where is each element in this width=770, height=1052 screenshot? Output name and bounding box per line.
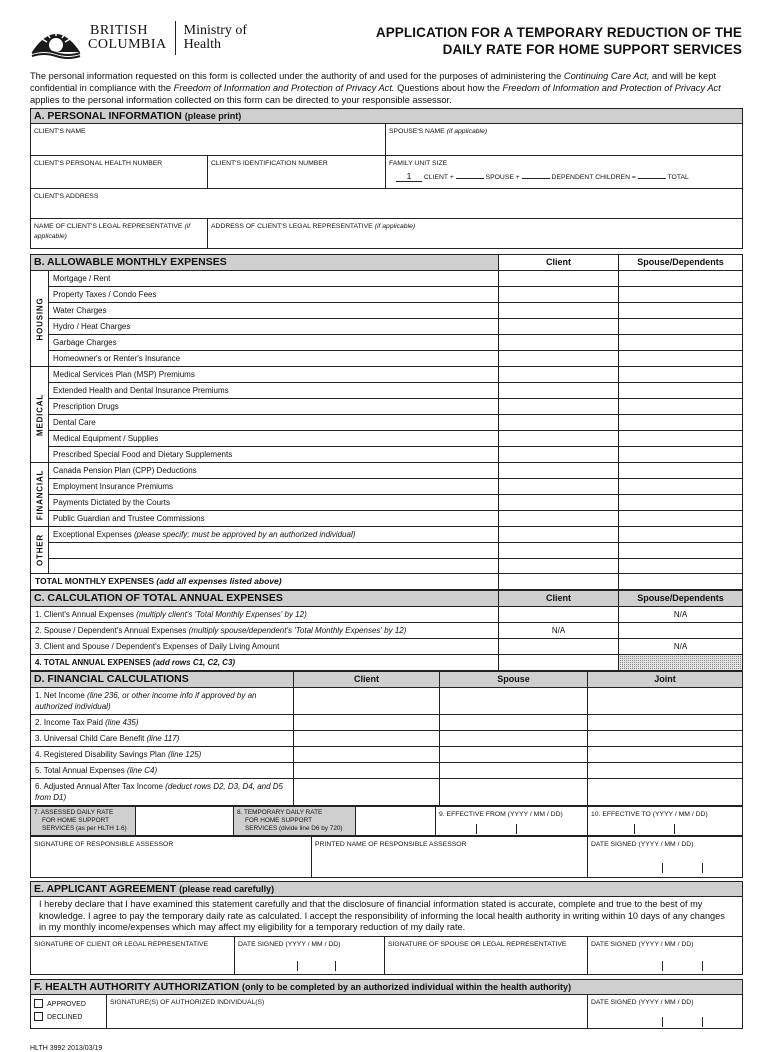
spouse-date-field[interactable] bbox=[588, 936, 743, 974]
section-f-title: F. HEALTH AUTHORITY AUTHORIZATION bbox=[34, 980, 240, 993]
temporary-rate-line2: FOR HOME SUPPORT bbox=[245, 817, 312, 824]
legal-rep-address-label: ADDRESS OF CLIENT'S LEGAL REPRESENTATIVE bbox=[211, 223, 373, 230]
expense-row: Dental Care bbox=[49, 415, 499, 431]
assessed-rate-field[interactable] bbox=[31, 807, 234, 836]
group-medical bbox=[31, 367, 49, 463]
spouse-amount-cell[interactable] bbox=[619, 431, 743, 447]
section-c-spouse-header: Spouse/Dependents bbox=[619, 591, 743, 607]
date-divider bbox=[516, 824, 517, 834]
spouse-amount-cell[interactable] bbox=[440, 747, 588, 763]
family-dependents-label: DEPENDENT CHILDREN = bbox=[551, 174, 636, 181]
family-client-count[interactable]: 1 bbox=[396, 172, 422, 182]
joint-amount-cell[interactable] bbox=[588, 747, 743, 763]
group-medical-label: MEDICAL bbox=[35, 393, 44, 436]
title-line1: APPLICATION FOR A TEMPORARY REDUCTION OF THE bbox=[375, 25, 742, 40]
section-b-table bbox=[30, 254, 743, 590]
section-d-rates-table bbox=[30, 806, 743, 836]
spouse-amount-cell[interactable] bbox=[619, 479, 743, 495]
ministry-text bbox=[184, 24, 247, 52]
annual-row-2-label: 2. Spouse / Dependent's Annual Expenses bbox=[35, 626, 189, 635]
group-financial bbox=[31, 463, 49, 527]
section-b-spouse-header: Spouse/Dependents bbox=[619, 255, 743, 271]
date-divider bbox=[662, 1017, 663, 1027]
expense-row: Mortgage / Rent bbox=[49, 271, 499, 287]
assessed-rate-line1: 7. ASSESSED DAILY RATE bbox=[34, 809, 114, 816]
calc-row-4 bbox=[31, 747, 294, 763]
annual-row-1 bbox=[31, 607, 499, 623]
form-title bbox=[376, 24, 742, 58]
spouse-signature-field[interactable] bbox=[385, 936, 588, 974]
calc-row-2 bbox=[31, 715, 294, 731]
exceptional-expenses-row[interactable] bbox=[49, 527, 499, 543]
decision-field bbox=[31, 994, 107, 1028]
client-amount-cell[interactable] bbox=[499, 463, 619, 479]
spouse-amount-cell[interactable] bbox=[440, 763, 588, 779]
assessor-signature-label: SIGNATURE OF RESPONSIBLE ASSESSOR bbox=[34, 841, 174, 848]
calc-row-6 bbox=[31, 779, 294, 806]
annual-row-4 bbox=[31, 655, 499, 671]
spouse-name-label: SPOUSE'S NAME bbox=[389, 128, 445, 135]
calc-row-1 bbox=[31, 688, 294, 715]
client-amount-cell[interactable] bbox=[499, 399, 619, 415]
client-date-field[interactable] bbox=[235, 936, 385, 974]
client-amount-cell[interactable] bbox=[499, 479, 619, 495]
spouse-signature-label: SIGNATURE OF SPOUSE OR LEGAL REPRESENTATIVE bbox=[388, 940, 567, 948]
approved-option[interactable] bbox=[34, 998, 103, 1011]
calc-row-3-label: 3. Universal Child Care Benefit bbox=[35, 734, 147, 743]
client-amount-cell[interactable] bbox=[294, 731, 440, 747]
spouse-amount-cell[interactable] bbox=[440, 731, 588, 747]
annual-row-1-label: 1. Client's Annual Expenses bbox=[35, 610, 137, 619]
calc-row-5 bbox=[31, 763, 294, 779]
client-amount-cell[interactable] bbox=[499, 447, 619, 463]
client-amount-cell[interactable] bbox=[499, 639, 619, 655]
spouse-amount-cell[interactable] bbox=[619, 511, 743, 527]
section-d-heading: D. FINANCIAL CALCULATIONS bbox=[31, 672, 294, 688]
client-amount-cell[interactable] bbox=[499, 335, 619, 351]
temporary-rate-line1: 8. TEMPORARY DAILY RATE bbox=[237, 809, 323, 816]
group-financial-label: FINANCIAL bbox=[35, 469, 44, 520]
annual-row-4-note: (add rows C1, C2, C3) bbox=[152, 658, 236, 667]
form-page bbox=[30, 18, 742, 1052]
ministry-line2: Health bbox=[183, 37, 221, 52]
spouse-amount-cell[interactable] bbox=[619, 351, 743, 367]
assessed-rate-line2: FOR HOME SUPPORT bbox=[42, 817, 109, 824]
spouse-amount-cell[interactable] bbox=[619, 287, 743, 303]
expense-row: Medical Equipment / Supplies bbox=[49, 431, 499, 447]
family-client-label: CLIENT + bbox=[423, 174, 454, 181]
calc-row-4-note: (line 125) bbox=[167, 750, 202, 759]
notice-text-2: and will be kept confidential in compliance with the bbox=[30, 71, 716, 93]
legal-rep-name-field[interactable] bbox=[31, 219, 208, 249]
logo-line2: COLUMBIA bbox=[88, 37, 167, 52]
spouse-amount-cell[interactable] bbox=[619, 383, 743, 399]
joint-amount-cell[interactable] bbox=[588, 731, 743, 747]
family-size-field[interactable] bbox=[386, 156, 743, 189]
client-amount-cell[interactable] bbox=[499, 383, 619, 399]
na-cell: N/A bbox=[499, 623, 619, 639]
legal-rep-label: NAME OF CLIENT'S LEGAL REPRESENTATIVE bbox=[34, 223, 183, 230]
notice-act-2: Freedom of Information and Protection of Privacy Act. bbox=[173, 83, 395, 93]
effective-from-label: 9. EFFECTIVE FROM (YYYY / MM / DD) bbox=[439, 811, 563, 818]
expense-row: Employment Insurance Premiums bbox=[49, 479, 499, 495]
agreement-text: I hereby declare that I have examined this statement carefully and that the disclosure of financial information stated is accurate, complete and true to the best of my knowledge. I agree to pay the temporary daily rate as calculated. I accept the responsibility of informing the local health authority in writing within 10 days of any changes in my monthly income/expenses which may affect my eligibility for a temporary reduction of my daily rate. bbox=[31, 897, 743, 937]
calc-row-6-label: 6. Adjusted Annual After Tax Income bbox=[35, 782, 166, 791]
assessed-rate-label bbox=[31, 807, 136, 835]
client-name-label: CLIENT'S NAME bbox=[34, 128, 86, 135]
bc-logo bbox=[30, 18, 247, 58]
phn-label: CLIENT'S PERSONAL HEALTH NUMBER bbox=[34, 160, 163, 167]
assessor-signature-field[interactable] bbox=[31, 837, 312, 878]
spouse-amount-cell[interactable] bbox=[619, 319, 743, 335]
expense-row: Property Taxes / Condo Fees bbox=[49, 287, 499, 303]
client-amount-cell[interactable] bbox=[499, 271, 619, 287]
date-divider bbox=[702, 1017, 703, 1027]
authorized-signature-label: SIGNATURE(S) OF AUTHORIZED INDIVIDUAL(S) bbox=[110, 998, 265, 1006]
form-code: HLTH 3992 2013/03/19 bbox=[30, 1044, 103, 1052]
section-a-table bbox=[30, 108, 743, 249]
section-d-table bbox=[30, 671, 743, 806]
date-divider bbox=[662, 961, 663, 971]
logo-text bbox=[88, 24, 167, 52]
client-amount-cell[interactable] bbox=[499, 319, 619, 335]
na-cell: N/A bbox=[619, 607, 743, 623]
spouse-amount-cell[interactable] bbox=[619, 558, 743, 574]
logo-line1: BRITISH bbox=[90, 23, 148, 38]
expense-row: Extended Health and Dental Insurance Premiums bbox=[49, 383, 499, 399]
client-total-cell[interactable] bbox=[499, 574, 619, 590]
assessor-printed-name-field[interactable] bbox=[312, 837, 588, 878]
date-divider bbox=[476, 824, 477, 834]
expense-row: Medical Services Plan (MSP) Premiums bbox=[49, 367, 499, 383]
spouse-amount-cell[interactable] bbox=[619, 303, 743, 319]
calc-row-1-note: (line 236, or other income info if approved by an authorized individual) bbox=[35, 691, 257, 711]
client-amount-cell[interactable] bbox=[499, 367, 619, 383]
family-size-line bbox=[396, 172, 689, 182]
authorized-date-field[interactable] bbox=[588, 994, 743, 1028]
na-cell: N/A bbox=[619, 639, 743, 655]
spouse-name-field[interactable] bbox=[386, 124, 743, 156]
annual-row-4-label: 4. TOTAL ANNUAL EXPENSES bbox=[35, 658, 153, 667]
expense-row: Water Charges bbox=[49, 303, 499, 319]
spouse-date-label: DATE SIGNED (YYYY / MM / DD) bbox=[591, 940, 694, 948]
group-other bbox=[31, 527, 49, 574]
calc-row-6-note: (deduct rows D2, D3, D4, and D5 from D1) bbox=[35, 782, 284, 802]
client-amount-cell[interactable] bbox=[294, 763, 440, 779]
total-monthly-row bbox=[31, 574, 499, 590]
spouse-amount-cell[interactable] bbox=[619, 447, 743, 463]
date-divider bbox=[297, 961, 298, 971]
declined-label: DECLINED bbox=[47, 1013, 83, 1021]
section-d-joint-header: Joint bbox=[588, 672, 743, 688]
client-amount-cell[interactable] bbox=[499, 655, 619, 671]
temporary-rate-label bbox=[234, 807, 356, 835]
joint-amount-cell[interactable] bbox=[588, 779, 743, 806]
spouse-amount-cell[interactable] bbox=[619, 367, 743, 383]
bc-sun-crest-icon bbox=[30, 18, 82, 58]
effective-to-field[interactable] bbox=[588, 807, 743, 836]
expense-row: Prescription Drugs bbox=[49, 399, 499, 415]
calc-row-3-note: (line 117) bbox=[146, 734, 180, 743]
approved-checkbox[interactable] bbox=[34, 999, 43, 1008]
section-e-table bbox=[30, 881, 743, 975]
section-a-title: A. PERSONAL INFORMATION bbox=[34, 110, 182, 122]
effective-to-label: 10. EFFECTIVE TO (YYYY / MM / DD) bbox=[591, 811, 708, 818]
title-line2: DAILY RATE FOR HOME SUPPORT SERVICES bbox=[442, 42, 742, 57]
legal-rep-note: (if applicable) bbox=[34, 223, 191, 240]
client-amount-cell[interactable] bbox=[499, 287, 619, 303]
spouse-amount-cell[interactable] bbox=[619, 463, 743, 479]
exceptional-blank-row[interactable] bbox=[49, 558, 499, 574]
client-id-label: CLIENT'S IDENTIFICATION NUMBER bbox=[211, 160, 328, 167]
spouse-name-note: (if applicable) bbox=[446, 128, 488, 135]
section-a-heading bbox=[31, 109, 743, 124]
client-address-field[interactable] bbox=[31, 189, 743, 219]
legal-rep-address-note: (if applicable) bbox=[374, 223, 416, 230]
client-date-label: DATE SIGNED (YYYY / MM / DD) bbox=[238, 940, 341, 948]
section-c-heading: C. CALCULATION OF TOTAL ANNUAL EXPENSES bbox=[31, 591, 499, 607]
section-d-spouse-header: Spouse bbox=[440, 672, 588, 688]
date-divider bbox=[702, 863, 703, 873]
spouse-amount-cell[interactable] bbox=[619, 543, 743, 559]
client-amount-cell[interactable] bbox=[499, 543, 619, 559]
section-f-heading bbox=[31, 979, 743, 994]
privacy-notice bbox=[30, 70, 742, 106]
annual-row-2 bbox=[31, 623, 499, 639]
joint-amount-cell[interactable] bbox=[588, 763, 743, 779]
section-f-table bbox=[30, 979, 743, 1029]
joint-amount-cell[interactable] bbox=[588, 715, 743, 731]
family-size-label: FAMILY UNIT SIZE bbox=[389, 160, 448, 167]
date-divider bbox=[335, 961, 336, 971]
expense-row: Payments Dictated by the Courts bbox=[49, 495, 499, 511]
group-housing bbox=[31, 271, 49, 367]
assessor-date-field[interactable] bbox=[588, 837, 743, 878]
section-d-signature-table bbox=[30, 836, 743, 878]
spouse-amount-cell[interactable] bbox=[619, 271, 743, 287]
form-header bbox=[30, 18, 742, 70]
calc-row-4-label: 4. Registered Disability Savings Plan bbox=[35, 750, 168, 759]
spouse-amount-cell[interactable] bbox=[619, 527, 743, 543]
authorized-signature-field[interactable] bbox=[107, 994, 588, 1028]
client-amount-cell[interactable] bbox=[499, 431, 619, 447]
client-signature-label: SIGNATURE OF CLIENT OR LEGAL REPRESENTATIVE bbox=[34, 940, 209, 948]
notice-text-3: Questions about how the bbox=[394, 83, 503, 93]
notice-text-4: applies to the personal information collected on this form can be directed to your responsible assessor. bbox=[30, 95, 452, 105]
client-id-field[interactable] bbox=[208, 156, 386, 189]
client-amount-cell[interactable] bbox=[294, 779, 440, 806]
calc-row-2-label: 2. Income Tax Paid bbox=[35, 718, 106, 727]
family-spouse-label: SPOUSE + bbox=[485, 174, 520, 181]
client-amount-cell[interactable] bbox=[499, 415, 619, 431]
assessor-date-label: DATE SIGNED (YYYY / MM / DD) bbox=[591, 841, 694, 848]
exceptional-note: (please specify; must be approved by an authorized individual) bbox=[133, 530, 356, 539]
declined-checkbox[interactable] bbox=[34, 1012, 43, 1021]
spouse-amount-cell[interactable] bbox=[440, 779, 588, 806]
exceptional-label: Exceptional Expenses bbox=[53, 530, 134, 539]
total-monthly-note: (add all expenses listed above) bbox=[156, 576, 282, 586]
total-monthly-label: TOTAL MONTHLY EXPENSES bbox=[35, 576, 157, 586]
expense-row: Homeowner's or Renter's Insurance bbox=[49, 351, 499, 367]
phn-field[interactable] bbox=[31, 156, 208, 189]
date-divider bbox=[702, 961, 703, 971]
annual-row-2-note: (multiply spouse/dependent's 'Total Monthly Expenses' by 12) bbox=[188, 626, 407, 635]
spouse-amount-cell[interactable] bbox=[440, 715, 588, 731]
expense-row: Hydro / Heat Charges bbox=[49, 319, 499, 335]
notice-text-1: The personal information requested on this form is collected under the authority of and used for the purposes of administering the bbox=[30, 71, 564, 81]
section-c-client-header: Client bbox=[499, 591, 619, 607]
logo-separator bbox=[175, 21, 176, 55]
section-f-sub: (only to be completed by an authorized individual within the health authority) bbox=[242, 981, 572, 992]
client-amount-cell[interactable] bbox=[499, 495, 619, 511]
calc-row-5-label: 5. Total Annual Expenses bbox=[35, 766, 127, 775]
annual-row-1-note: (multiply client's 'Total Monthly Expenses' by 12) bbox=[136, 610, 307, 619]
declined-option[interactable] bbox=[34, 1011, 103, 1024]
expense-row: Public Guardian and Trustee Commissions bbox=[49, 511, 499, 527]
joint-amount-cell[interactable] bbox=[588, 688, 743, 715]
section-d-client-header: Client bbox=[294, 672, 440, 688]
family-dependents-count[interactable] bbox=[522, 178, 550, 179]
notice-act-1: Continuing Care Act, bbox=[563, 71, 650, 81]
client-signature-field[interactable] bbox=[31, 936, 235, 974]
legal-rep-address-field[interactable] bbox=[208, 219, 743, 249]
calc-row-2-note: (line 435) bbox=[105, 718, 139, 727]
spouse-amount-cell[interactable] bbox=[619, 399, 743, 415]
spouse-amount-cell[interactable] bbox=[619, 335, 743, 351]
temporary-rate-field[interactable] bbox=[234, 807, 436, 836]
family-total-count[interactable] bbox=[638, 178, 666, 179]
spouse-amount-cell[interactable] bbox=[619, 415, 743, 431]
shaded-cell bbox=[619, 655, 743, 671]
expense-row: Canada Pension Plan (CPP) Deductions bbox=[49, 463, 499, 479]
client-amount-cell[interactable] bbox=[499, 607, 619, 623]
client-amount-cell[interactable] bbox=[499, 351, 619, 367]
section-b-heading: B. ALLOWABLE MONTHLY EXPENSES bbox=[31, 255, 499, 271]
spouse-amount-cell[interactable] bbox=[619, 623, 743, 639]
section-c-table bbox=[30, 590, 743, 671]
authorized-date-label: DATE SIGNED (YYYY / MM / DD) bbox=[591, 998, 694, 1006]
client-amount-cell[interactable] bbox=[499, 511, 619, 527]
client-amount-cell[interactable] bbox=[499, 558, 619, 574]
section-a-sub: (please print) bbox=[184, 111, 242, 121]
annual-row-3: 3. Client and Spouse / Dependent's Expenses of Daily Living Amount bbox=[31, 639, 499, 655]
temporary-rate-line3: SERVICES (divide line D6 by 720) bbox=[245, 825, 343, 832]
expense-row: Prescribed Special Food and Dietary Supplements bbox=[49, 447, 499, 463]
date-divider bbox=[634, 824, 635, 834]
ministry-line1: Ministry of bbox=[183, 23, 248, 38]
exceptional-blank-row[interactable] bbox=[49, 543, 499, 559]
expense-row: Garbage Charges bbox=[49, 335, 499, 351]
group-housing-label: HOUSING bbox=[35, 297, 44, 340]
assessor-printed-name-label: PRINTED NAME OF RESPONSIBLE ASSESSOR bbox=[315, 841, 467, 848]
client-amount-cell[interactable] bbox=[294, 747, 440, 763]
client-name-field[interactable] bbox=[31, 124, 386, 156]
client-amount-cell[interactable] bbox=[294, 688, 440, 715]
client-address-label: CLIENT'S ADDRESS bbox=[34, 193, 99, 200]
section-e-heading bbox=[31, 882, 743, 897]
assessed-rate-line3: SERVICES (as per HLTH 1.6) bbox=[42, 825, 127, 832]
client-amount-cell[interactable] bbox=[499, 527, 619, 543]
date-divider bbox=[674, 824, 675, 834]
calc-row-3 bbox=[31, 731, 294, 747]
spouse-total-cell[interactable] bbox=[619, 574, 743, 590]
calc-row-5-note: (line C4) bbox=[126, 766, 158, 775]
spouse-amount-cell[interactable] bbox=[440, 688, 588, 715]
client-amount-cell[interactable] bbox=[499, 303, 619, 319]
client-amount-cell[interactable] bbox=[294, 715, 440, 731]
approved-label: APPROVED bbox=[47, 1000, 86, 1008]
spouse-amount-cell[interactable] bbox=[619, 495, 743, 511]
section-e-sub: (please read carefully) bbox=[179, 884, 275, 894]
notice-act-3: Freedom of Information and Protection of Privacy Act bbox=[502, 83, 721, 93]
family-total-label: TOTAL bbox=[667, 174, 689, 181]
date-divider bbox=[662, 863, 663, 873]
effective-from-field[interactable] bbox=[436, 807, 588, 836]
family-spouse-count[interactable] bbox=[456, 178, 484, 179]
group-other-label: OTHER bbox=[35, 534, 44, 566]
section-e-title: E. APPLICANT AGREEMENT bbox=[34, 883, 177, 895]
section-b-client-header: Client bbox=[499, 255, 619, 271]
calc-row-1-label: 1. Net Income bbox=[35, 691, 88, 700]
